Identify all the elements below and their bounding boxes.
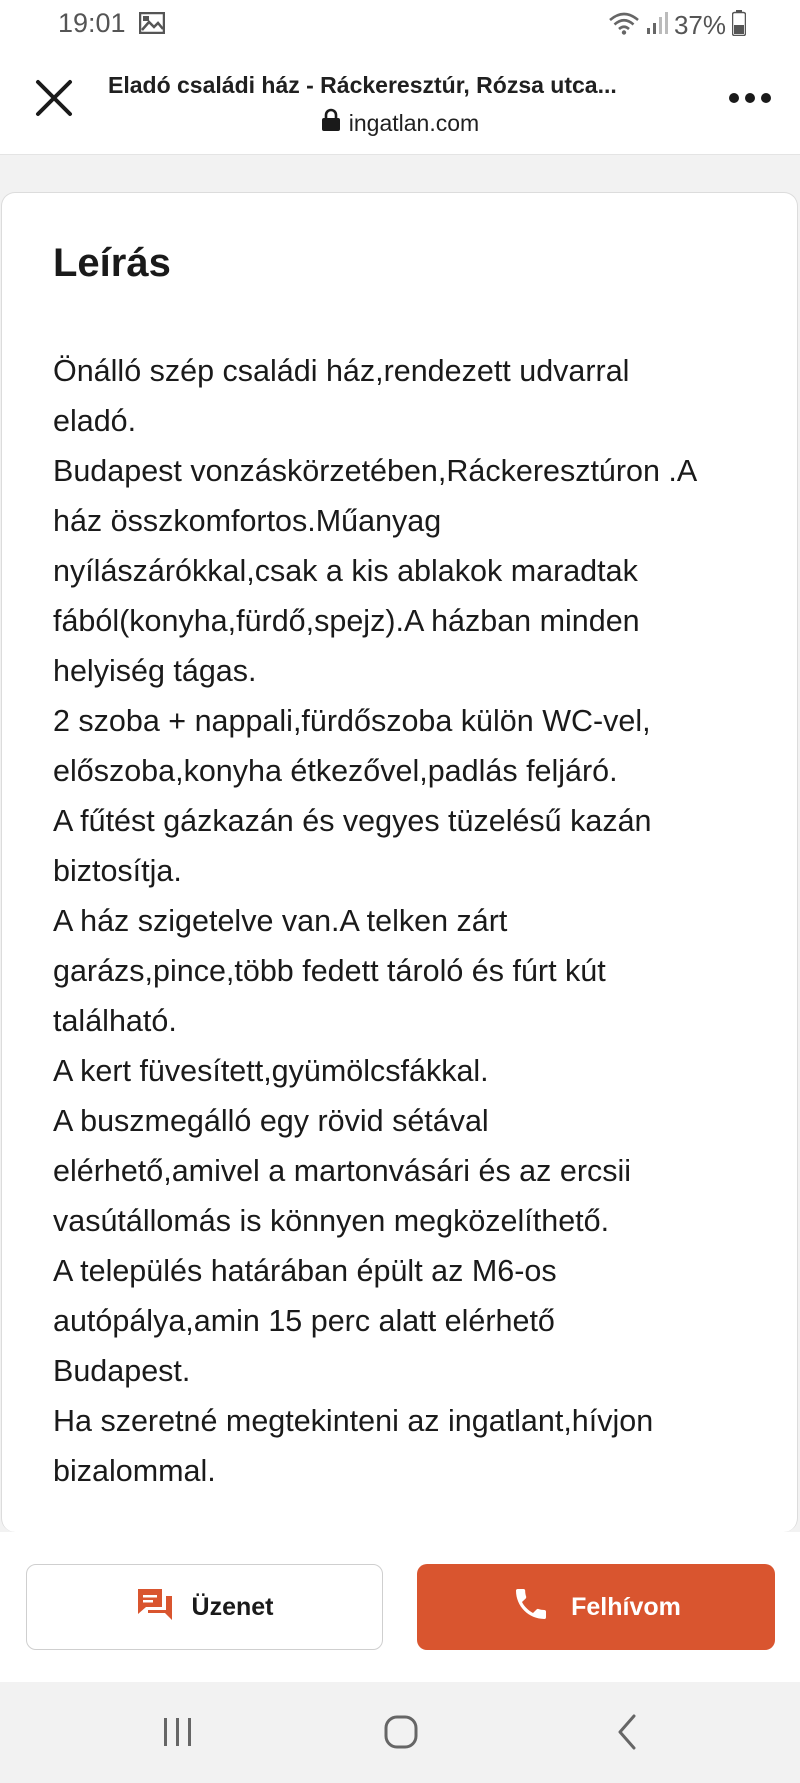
back-icon[interactable]	[612, 1712, 642, 1752]
gallery-icon	[139, 12, 165, 34]
battery-percent: 37%	[673, 9, 726, 40]
description-line: Budapest.	[53, 1354, 191, 1388]
battery-icon	[732, 10, 746, 41]
action-bar	[0, 1532, 800, 1682]
description-line: A kert füvesített,gyümölcsfákkal.	[53, 1054, 489, 1088]
description-line: eladó.	[53, 404, 137, 438]
description-line: A ház szigetelve van.A telken zárt	[53, 904, 508, 938]
signal-icon	[646, 11, 668, 40]
url-bar[interactable]	[0, 108, 800, 138]
call-button[interactable]	[417, 1564, 775, 1650]
description-text	[53, 346, 773, 1496]
url-text: ingatlan.com	[348, 109, 480, 136]
more-options-button[interactable]	[722, 80, 778, 120]
description-line: Ha szeretné megtekinteni az ingatlant,hívjon	[53, 1404, 654, 1438]
description-line: vasútállomás is könnyen megközelíthető.	[53, 1204, 610, 1238]
description-line: autópálya,amin 15 perc alatt elérhető	[53, 1304, 555, 1338]
status-indicators	[608, 8, 746, 42]
call-label: Felhívom	[571, 1592, 681, 1621]
description-line: nyílászárókkal,csak a kis ablakok maradtak	[53, 554, 638, 588]
lock-icon	[321, 108, 341, 138]
section-title: Leírás	[53, 241, 171, 285]
description-card	[1, 192, 798, 1532]
description-line: A település határában épült az M6-os	[53, 1254, 557, 1288]
description-line: található.	[53, 1004, 177, 1038]
description-line: bizalommal.	[53, 1454, 216, 1488]
more-icon	[728, 91, 772, 109]
status-time: 19:01	[58, 8, 126, 38]
description-line: A fűtést gázkazán és vegyes tüzelésű kazán	[53, 804, 652, 838]
message-button[interactable]	[26, 1564, 383, 1650]
description-line: elérhető,amivel a martonvásári és az ercsii	[53, 1154, 632, 1188]
description-line: biztosítja.	[53, 854, 182, 888]
wifi-icon	[608, 11, 640, 40]
description-line: garázs,pince,több fedett tároló és fúrt kút	[53, 954, 606, 988]
phone-icon	[511, 1584, 551, 1631]
description-line: helyiség tágas.	[53, 654, 257, 688]
description-line: fából(konyha,fürdő,spejz).A házban minden	[53, 604, 640, 638]
description-line: 2 szoba + nappali,fürdőszoba külön WC-vel,	[53, 704, 651, 738]
description-line: Önálló szép családi ház,rendezett udvarral	[53, 354, 630, 388]
status-bar	[0, 0, 800, 50]
message-label: Üzenet	[191, 1592, 274, 1621]
system-nav-bar	[0, 1682, 800, 1783]
description-line: ház összkomfortos.Műanyag	[53, 504, 442, 538]
chat-icon	[136, 1587, 174, 1628]
description-line: előszoba,konyha étkezővel,padlás feljáró.	[53, 754, 618, 788]
description-line: Budapest vonzáskörzetében,Ráckeresztúron .A	[53, 454, 698, 488]
page-title: Eladó családi ház - Ráckeresztúr, Rózsa utca...	[108, 72, 617, 98]
browser-toolbar	[0, 50, 800, 155]
description-line: A buszmegálló egy rövid sétával	[53, 1104, 489, 1138]
recent-apps-icon[interactable]	[160, 1714, 196, 1750]
home-icon[interactable]	[381, 1712, 421, 1752]
